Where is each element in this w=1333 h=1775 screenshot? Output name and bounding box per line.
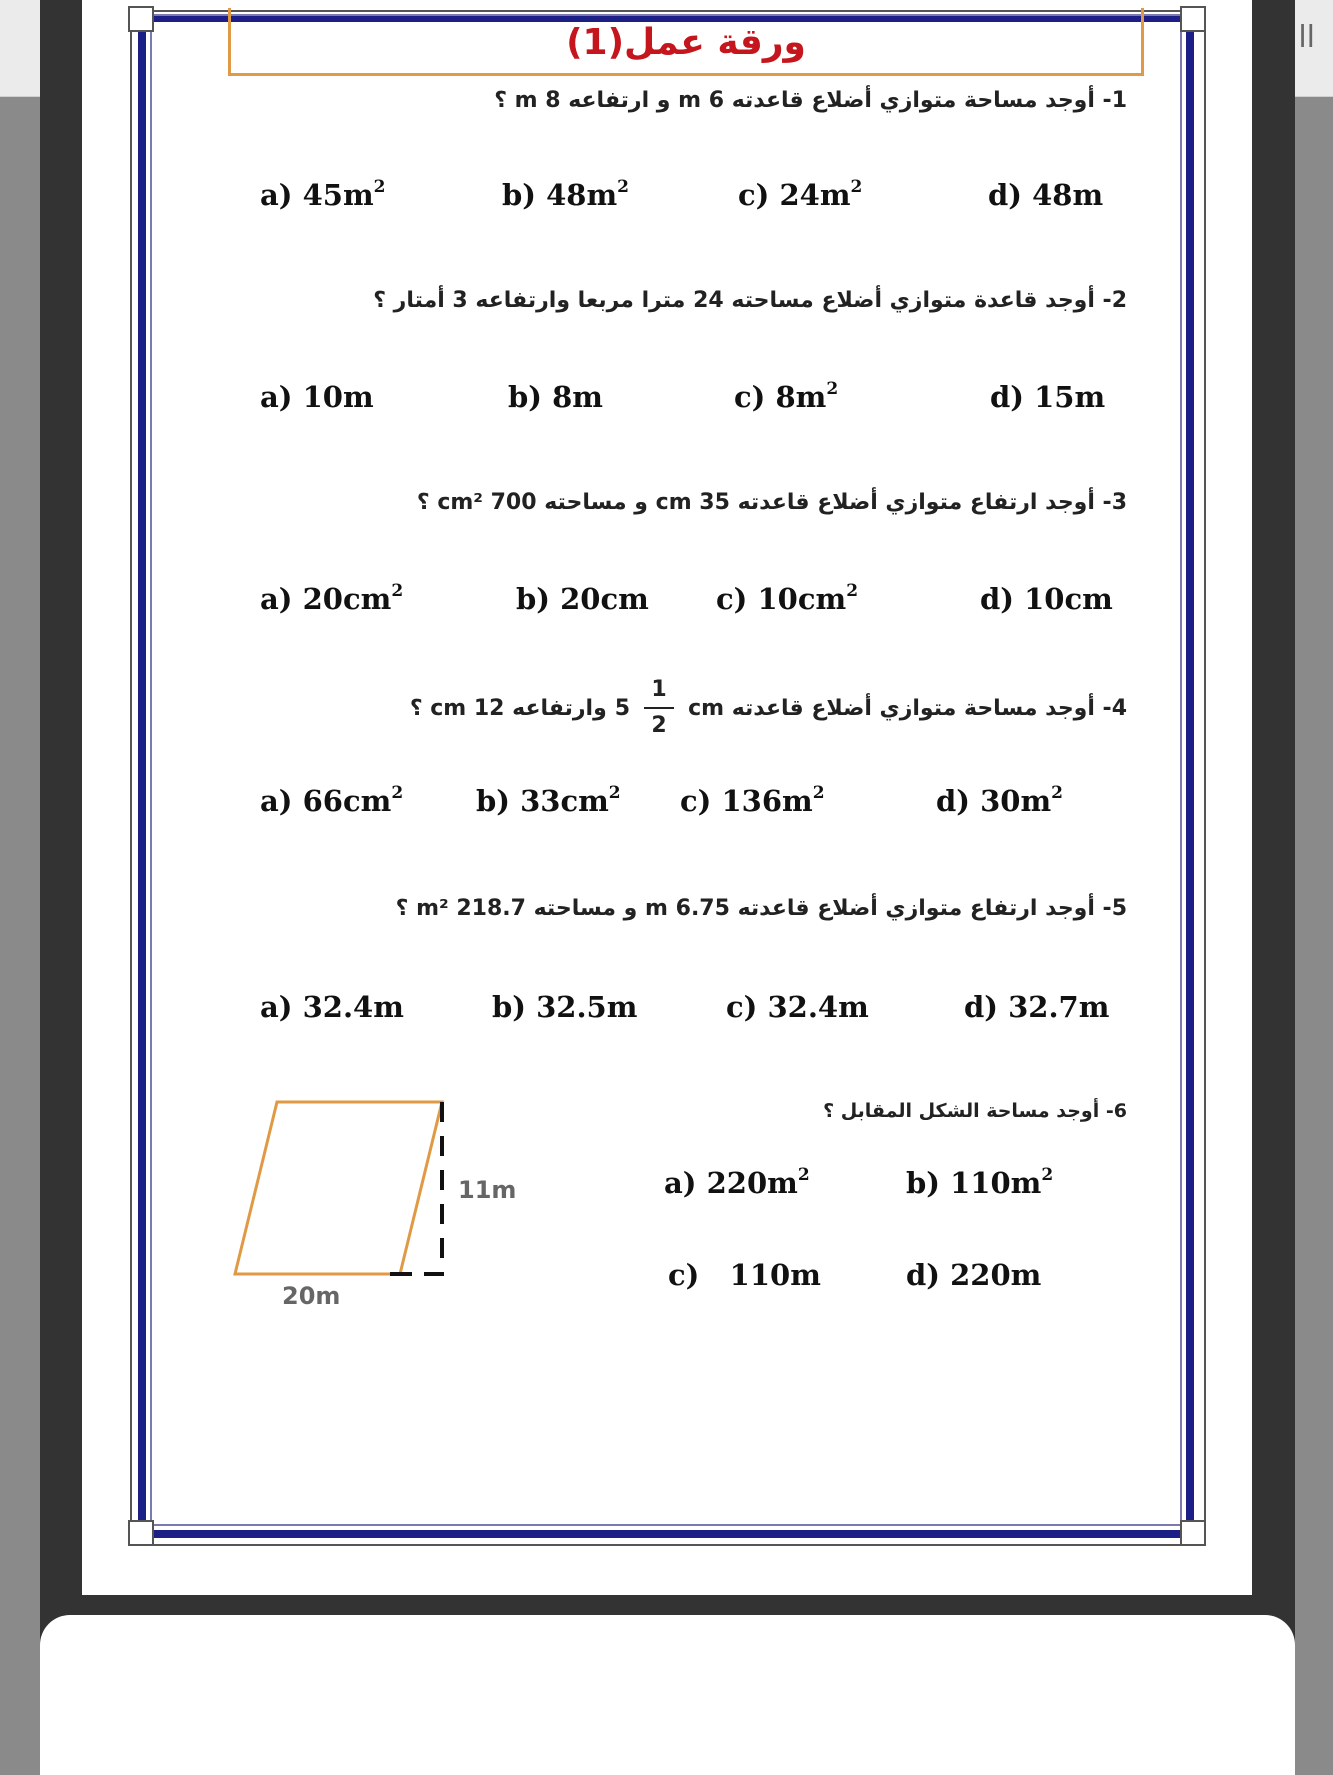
- question-4: [410, 660, 1127, 756]
- border-corner-br: [1180, 1520, 1206, 1546]
- q5-answer-d: d) 32.7m: [964, 990, 1110, 1024]
- question-2: 2- أوجد قاعدة متوازي أضلاع مساحته 24 مترا مربعا وارتفاعه 3 أمتار ؟: [373, 288, 1127, 313]
- question-3: 3- أوجد ارتفاع متوازي أضلاع قاعدته 35 cm و مساحته 700 cm² ؟: [416, 490, 1127, 515]
- question-1: 1- أوجد مساحة متوازي أضلاع قاعدته 6 m و ارتفاعه 8 m ؟: [494, 88, 1127, 113]
- q6-answer-a: a) $220m^2$: [664, 1165, 810, 1200]
- border-corner-tr: [1180, 6, 1206, 32]
- bottom-sheet-card: [40, 1615, 1295, 1775]
- q5-answer-c: c) 32.4m: [726, 990, 869, 1024]
- q1-answer-c: c) $24m^2$: [738, 177, 863, 212]
- q6-answer-d: d) 220m: [906, 1258, 1042, 1292]
- q1-answer-a: a) $45m^2$: [260, 177, 386, 212]
- q4-answer-b: b) $33cm^2$: [476, 783, 621, 818]
- q3-answer-b: b) 20cm: [516, 582, 649, 616]
- q3-answer-d: d) 10cm: [980, 582, 1113, 616]
- q4-fraction-denominator: 2: [651, 713, 667, 738]
- question-6: 6- أوجد مساحة الشكل المقابل ؟: [823, 1100, 1127, 1122]
- height-label: 11m: [458, 1176, 517, 1204]
- q2-answer-d: d) 15m: [990, 380, 1106, 414]
- border-corner-bl: [128, 1520, 154, 1546]
- q1-answer-d: d) 48m: [988, 178, 1104, 212]
- q4-fraction: [644, 673, 674, 743]
- q5-answer-b: b) 32.5m: [492, 990, 638, 1024]
- topbar-edge-text: اا: [1298, 20, 1315, 55]
- q6-answer-b: b) $110m^2$: [906, 1165, 1054, 1200]
- question-5: 5- أوجد ارتفاع متوازي أضلاع قاعدته 6.75 m و مساحته 218.7 m² ؟: [395, 896, 1127, 921]
- q2-answer-a: a) 10m: [260, 380, 374, 414]
- q4-fraction-whole: 5: [614, 695, 631, 721]
- parallelogram-shape: [235, 1102, 442, 1274]
- q3-answer-a: a) $20cm^2$: [260, 581, 404, 616]
- q4-answer-d: d) $30m^2$: [936, 783, 1063, 818]
- parallelogram-svg: [220, 1090, 540, 1320]
- worksheet-title: ورقة عمل(1): [566, 22, 806, 63]
- q2-answer-c: c) $8m^2$: [734, 379, 839, 414]
- q4-answer-a: a) $66cm^2$: [260, 783, 404, 818]
- q4-text-suffix: وارتفاعه 12 cm ؟: [409, 695, 607, 721]
- base-label: 20m: [282, 1282, 341, 1310]
- q3-answer-c: c) $10cm^2$: [716, 581, 859, 616]
- title-box: [228, 8, 1144, 76]
- border-corner-tl: [128, 6, 154, 32]
- q6-answer-c: c) 110m: [668, 1258, 821, 1292]
- q2-answer-b: b) 8m: [508, 380, 603, 414]
- parallelogram-figure: [220, 1090, 540, 1320]
- q4-answer-c: c) $136m^2$: [680, 783, 825, 818]
- q5-answer-a: a) 32.4m: [260, 990, 404, 1024]
- q4-fraction-numerator: 1: [651, 677, 667, 702]
- q4-text-prefix: 4- أوجد مساحة متوازي أضلاع قاعدته cm: [688, 695, 1127, 721]
- q1-answer-b: b) $48m^2$: [502, 177, 629, 212]
